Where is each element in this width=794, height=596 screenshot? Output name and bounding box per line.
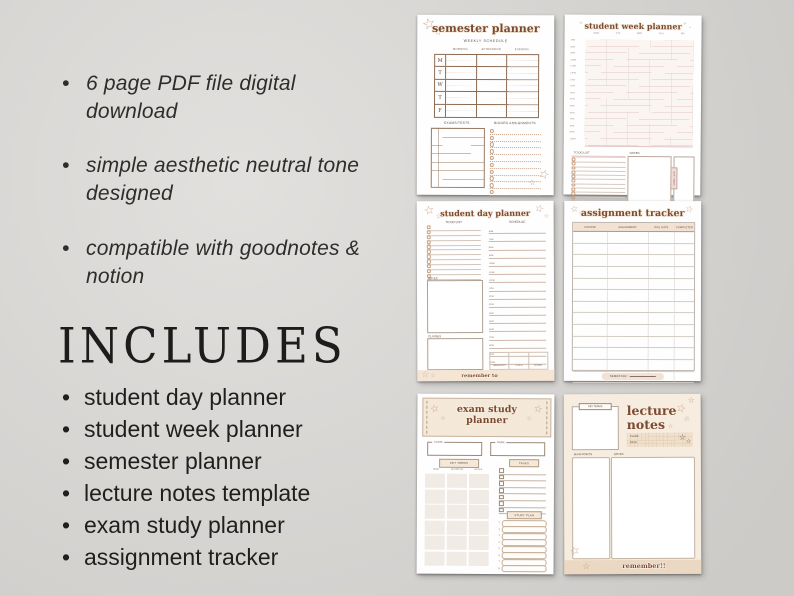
time-label: 9AM — [570, 52, 575, 55]
class-field — [427, 442, 482, 456]
page-title: assignment tracker — [580, 207, 685, 220]
schedule-row — [435, 80, 538, 93]
includes-item: • semester planner — [60, 448, 390, 475]
meals-table — [489, 352, 548, 370]
column-header: ASSIGNMENT — [618, 225, 637, 229]
table-row — [573, 337, 694, 349]
time-label: 3PM — [489, 304, 494, 307]
schedule-cell — [477, 80, 508, 91]
meal-header: LUNCH — [515, 364, 523, 367]
key-terms-headers — [425, 469, 489, 471]
star-icon — [683, 415, 690, 423]
day-letter: T — [435, 92, 446, 103]
week-day-headers — [586, 33, 694, 36]
class-label: CLASS — [434, 440, 443, 444]
includes-heading: INCLUDES — [58, 317, 347, 375]
star-icon — [688, 397, 695, 405]
page-title: student day planner — [440, 207, 531, 219]
title-line: planner — [466, 414, 508, 427]
meal-header: BREAKFAST — [493, 364, 506, 367]
time-label: 6AM — [488, 230, 494, 233]
key-terms-box — [572, 406, 619, 450]
schedule-cell — [446, 55, 477, 66]
classes-label: CLASSES — [428, 334, 442, 339]
exam-field — [490, 442, 545, 456]
table-row — [573, 325, 694, 337]
week-time-grid — [585, 40, 694, 147]
time-label: 9PM — [569, 131, 575, 134]
term-cell — [425, 474, 445, 488]
star-icon — [430, 373, 435, 379]
day-header: THU — [658, 33, 664, 36]
class-date-strip — [627, 433, 693, 447]
planner-card-semester — [417, 15, 555, 195]
semester-label: SEMESTER: — [609, 373, 628, 378]
term-cell — [425, 552, 445, 566]
key-terms-badge: KEY TERMS — [439, 459, 479, 468]
description-panel — [60, 70, 390, 576]
table-row — [573, 278, 694, 290]
schedule-cell — [507, 105, 538, 117]
weekly-schedule-table — [434, 54, 539, 118]
notes-box — [611, 457, 695, 559]
table-row — [573, 302, 694, 314]
includes-item: • student week planner — [60, 416, 390, 443]
row-number: 8 — [498, 567, 500, 570]
term-cell — [469, 505, 489, 519]
schedule-time-row — [489, 316, 546, 324]
bigger-assignments-label: BIGGER ASSIGNMENTS — [494, 121, 536, 126]
time-label: 11AM — [570, 65, 576, 68]
term-cell — [425, 520, 445, 534]
schedule-list — [489, 226, 547, 365]
feature-item: • simple aesthetic neutral tone designed — [60, 152, 360, 207]
row-number: 1 — [498, 522, 500, 525]
day-header: TUE — [615, 32, 621, 35]
time-label: 3PM — [570, 92, 575, 95]
term-cell — [468, 536, 488, 550]
classes-box — [427, 338, 483, 370]
schedule-cell — [477, 55, 508, 66]
table-row — [573, 360, 694, 372]
page-title — [423, 405, 550, 428]
planner-card-week — [563, 14, 701, 195]
table-row — [573, 267, 694, 279]
date-label: DATE: — [629, 440, 638, 445]
notes-label: NOTES — [629, 150, 640, 156]
time-label: 8PM — [489, 345, 494, 348]
term-cell — [447, 505, 467, 519]
time-label: 11AM — [488, 271, 495, 274]
next-week-tab — [670, 167, 677, 189]
day-header: WED — [636, 33, 643, 36]
schedule-time-row — [489, 283, 546, 291]
study-plan-list — [497, 520, 547, 572]
meal-column — [510, 353, 529, 369]
star-icon — [421, 370, 429, 379]
feature-list — [60, 70, 360, 290]
row-number: 7 — [498, 561, 500, 564]
time-label: 6PM — [489, 328, 494, 331]
column-header: COMPLETED — [675, 225, 694, 229]
star-icon — [686, 439, 691, 445]
includes-item: • student day planner — [60, 384, 390, 411]
schedule-row — [435, 67, 538, 80]
time-label: 10AM — [488, 263, 495, 266]
schedule-time-row — [489, 340, 546, 348]
feature-item: • 6 page PDF file digital download — [60, 70, 360, 125]
notes-box — [627, 156, 671, 203]
day-header: MON — [593, 32, 600, 35]
schedule-time-row — [489, 226, 546, 234]
main-points-label: MAIN POINTS — [573, 452, 593, 457]
footer-bar — [564, 560, 701, 574]
schedule-label: SCHEDULE — [509, 219, 526, 224]
column-header: AFTERNOON — [481, 47, 501, 52]
exams-tests-box — [431, 128, 485, 188]
time-label: 1PM — [488, 287, 494, 290]
time-label: 8PM — [569, 125, 575, 128]
plan-pill — [502, 566, 547, 573]
tracker-table — [572, 222, 695, 371]
term-cell — [447, 536, 467, 550]
row-number: 5 — [498, 548, 500, 551]
row-number: 6 — [498, 554, 500, 557]
time-label: 10PM — [569, 138, 576, 141]
notes-label: NOTES — [427, 276, 438, 281]
time-label: 10AM — [570, 59, 577, 62]
term-cell — [425, 489, 445, 503]
time-label: 4PM — [489, 312, 494, 315]
page-title: semester planner — [431, 21, 540, 36]
star-icon — [582, 562, 590, 571]
term-cell — [447, 474, 467, 488]
star-icon — [679, 434, 686, 442]
schedule-time-row — [489, 299, 546, 307]
schedule-time-row — [489, 250, 546, 258]
schedule-time-row — [489, 308, 546, 316]
footer-text: remember to — [461, 372, 498, 379]
planner-card-tracker — [564, 201, 701, 381]
column-header: DUE DATE — [654, 225, 669, 229]
term-cell — [446, 552, 466, 566]
time-label: 12PM — [488, 279, 495, 282]
exams-tests-label: EXAMS/TESTS — [444, 120, 470, 125]
column-header: MORNING — [452, 47, 469, 51]
includes-list — [60, 384, 390, 571]
schedule-cell — [507, 67, 538, 78]
time-label: 5PM — [489, 320, 494, 323]
tasks-list — [499, 468, 546, 514]
schedule-cell — [446, 104, 477, 116]
planner-card-day — [417, 201, 555, 382]
meal-column — [529, 353, 547, 369]
day-letter: M — [435, 55, 446, 66]
term-cell — [447, 489, 467, 503]
time-label: 8AM — [488, 247, 494, 250]
footer-text: remember!! — [622, 561, 666, 571]
meal-column — [490, 353, 509, 369]
includes-item: • lecture notes template — [60, 480, 390, 507]
schedule-time-row — [489, 258, 546, 266]
title-banner — [422, 398, 551, 438]
row-number: 2 — [498, 528, 500, 531]
title-line: notes — [626, 416, 666, 432]
schedule-time-row — [489, 291, 546, 299]
schedule-cell — [507, 80, 538, 91]
tasks-badge: TASKS — [509, 459, 539, 467]
schedule-cell — [507, 92, 538, 103]
schedule-time-row — [489, 275, 546, 283]
time-label: 7AM — [488, 238, 494, 241]
schedule-column-headers — [445, 48, 537, 51]
day-letter: T — [435, 67, 446, 78]
title-line: exam study — [456, 403, 517, 416]
next-week-label: NEXT WEEK — [672, 170, 675, 186]
includes-item: • exam study planner — [60, 512, 390, 539]
key-terms-grid — [425, 474, 489, 566]
column-header: TERM — [432, 468, 439, 471]
schedule-time-row — [489, 332, 546, 340]
term-cell — [425, 536, 445, 550]
exam-label: EXAM — [497, 441, 505, 445]
day-letter: F — [435, 104, 446, 116]
class-label: CLASS: — [629, 434, 640, 439]
term-cell — [469, 490, 489, 504]
footer-bar — [417, 370, 554, 382]
schedule-row — [435, 55, 538, 68]
table-row — [573, 232, 694, 244]
time-label: 9PM — [489, 353, 494, 356]
todo-list-label: TO DO LIST — [445, 220, 463, 225]
column-header: COURSE — [584, 225, 597, 229]
term-cell — [468, 552, 488, 566]
study-plan-badge: STUDY PLAN — [507, 511, 542, 519]
checklist-row — [490, 189, 541, 196]
time-gutter — [570, 40, 585, 146]
column-header: EVENING — [514, 48, 529, 52]
tracker-body — [573, 232, 694, 384]
term-cell — [468, 521, 488, 535]
row-number: 3 — [498, 535, 500, 538]
schedule-cell — [446, 67, 477, 78]
semester-field — [602, 372, 664, 379]
table-row — [573, 243, 694, 255]
study-plan-row — [497, 566, 547, 573]
row-number: 4 — [498, 541, 500, 544]
time-label: 2PM — [570, 85, 575, 88]
time-label: 10PM — [489, 361, 496, 364]
notes-box — [427, 280, 483, 333]
page-subtitle: WEEKLY SCHEDULE — [463, 38, 508, 44]
title-line: lecture — [626, 402, 677, 419]
schedule-cell — [477, 92, 508, 103]
todo-underline — [572, 156, 626, 158]
planner-card-exam — [417, 394, 555, 575]
table-row — [573, 348, 694, 360]
meal-header: DINNER — [534, 364, 543, 367]
feature-item: • compatible with goodnotes & notion — [60, 235, 360, 290]
time-label: 5PM — [569, 105, 575, 108]
schedule-cell — [507, 55, 538, 66]
schedule-cell — [477, 105, 508, 117]
time-label: 12PM — [570, 72, 576, 75]
main-points-box — [572, 457, 610, 559]
time-label: 4PM — [570, 98, 575, 101]
tracker-header-row — [573, 223, 694, 232]
time-label: 1PM — [570, 79, 575, 82]
schedule-row — [435, 104, 538, 117]
key-terms-tab: KEY TERMS — [579, 403, 612, 411]
schedule-row — [435, 92, 538, 105]
schedule-time-row — [489, 242, 546, 250]
bigger-assignments-list — [490, 128, 541, 196]
column-header: DEFINITION — [450, 468, 464, 471]
schedule-time-row — [489, 324, 546, 332]
schedule-time-row — [489, 234, 546, 242]
planner-card-lecture — [564, 394, 702, 574]
schedule-cell — [446, 80, 477, 91]
column-header: NOTES — [474, 468, 483, 471]
includes-item: • assignment tracker — [60, 544, 390, 571]
schedule-cell — [446, 92, 477, 103]
table-row — [573, 290, 694, 302]
term-cell — [447, 521, 467, 535]
table-row — [573, 313, 694, 325]
time-label: 7PM — [569, 118, 575, 121]
schedule-time-row — [489, 267, 546, 275]
schedule-cell — [477, 67, 508, 78]
day-header: FRI — [680, 33, 685, 36]
time-label: 8AM — [570, 46, 575, 49]
time-label: 6PM — [569, 112, 575, 115]
time-label: 7PM — [489, 337, 494, 340]
day-letter: W — [435, 80, 446, 91]
page-title — [627, 404, 677, 432]
time-label: 2PM — [489, 296, 494, 299]
term-cell — [425, 505, 445, 519]
table-row — [573, 255, 694, 267]
todo-list-label: TO DO LIST — [573, 150, 590, 155]
time-label: 7AM — [570, 39, 576, 42]
page-title: student week planner — [584, 20, 682, 32]
blank-line — [630, 375, 656, 376]
notes-label: NOTES — [613, 452, 624, 457]
time-label: 9AM — [488, 255, 494, 258]
term-cell — [469, 474, 489, 488]
